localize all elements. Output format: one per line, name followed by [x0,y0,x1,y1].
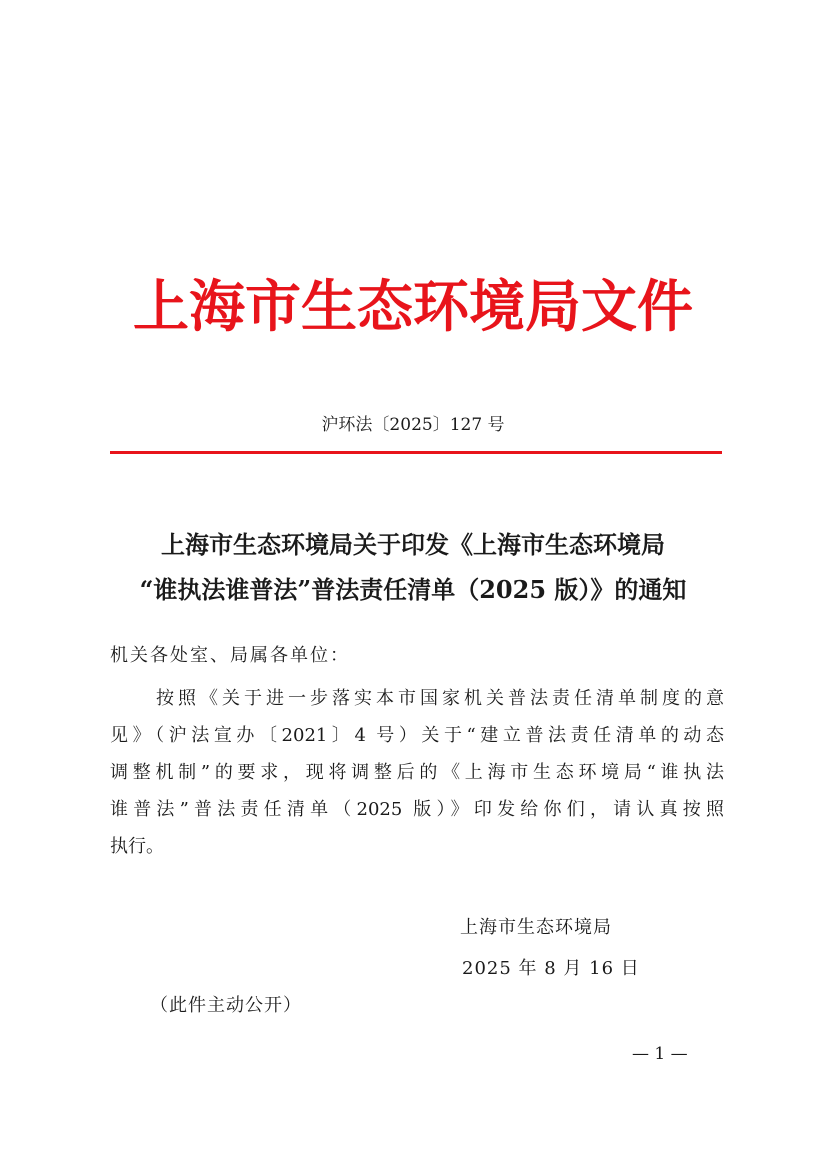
signing-authority: 上海市生态环境局 [460,917,612,938]
issue-date: 2025 年 8 月 16 日 [462,958,640,979]
page-number: — 1 — [632,1044,688,1064]
body-line: 调整机制”的要求，现将调整后的《上海市生态环境局“谁执法 [110,762,724,783]
body-line: 谁普法”普法责任清单（2025 版）》印发给你们，请认真按照 [110,799,724,820]
notice-title-line-1: 上海市生态环境局关于印发《上海市生态环境局 [161,530,665,559]
issuer-document-title: 上海市生态环境局文件 [133,275,693,340]
body-paragraph [110,680,724,865]
disclosure-note: （此件主动公开） [150,995,302,1016]
body-line: 见》（沪法宣办〔2021〕4 号）关于“建立普法责任清单的动态 [110,725,724,746]
document-number: 沪环法〔2025〕127 号 [321,415,505,435]
notice-title-line-2: “谁执法谁普法”普法责任清单（2025 版）》的通知 [139,575,687,604]
addressee: 机关各处室、局属各单位： [110,645,350,666]
red-separator-line [110,451,722,454]
notice-title [0,522,826,612]
body-line: 按照《关于进一步落实本市国家机关普法责任清单制度的意 [156,688,724,709]
body-line: 执行。 [110,836,164,857]
